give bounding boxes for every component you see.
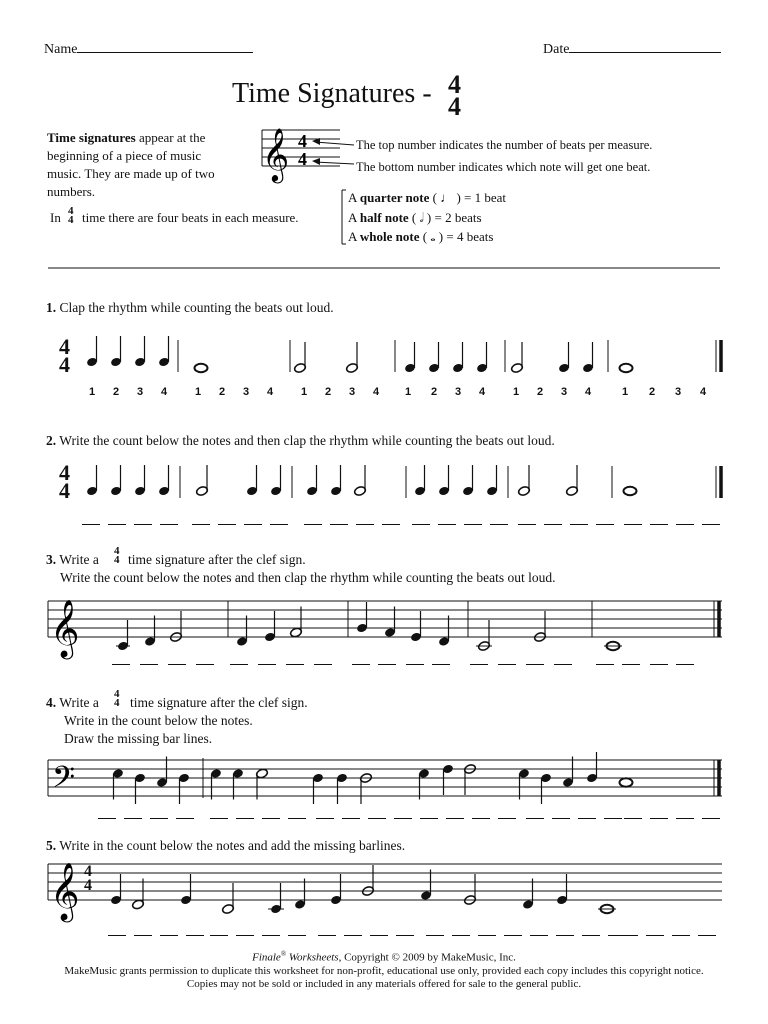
exercise-1-heading: 1. Clap the rhythm while counting the beats out loud. (46, 300, 334, 315)
count-number: 3 (137, 386, 144, 398)
ex5-time-signature: 4 4 (84, 863, 92, 894)
top-number-desc: The top number indicates the number of beats per measure. (356, 138, 653, 152)
treble-clef-icon: 𝄞 (262, 127, 290, 181)
whole-note (620, 364, 633, 372)
count-number: 4 (161, 386, 168, 398)
bottom-number-desc: The bottom number indicates which note will get one beat. (356, 160, 651, 174)
count-number: 4 (267, 386, 274, 398)
exercise-2-heading: 2. Write the count below the notes and then clap the rhythm while counting the beats out loud. (46, 433, 555, 448)
count-number: 1 (622, 386, 629, 398)
date-label: Date (543, 42, 570, 57)
count-number: 3 (675, 386, 682, 398)
treble-clef-icon: 𝄞 (50, 862, 80, 920)
in-44-text: time there are four beats in each measure. (82, 210, 299, 225)
count-number: 2 (219, 386, 226, 398)
whole-note-value: A whole note ( 𝅝 ) = 4 beats (348, 229, 494, 244)
inline-time-signature: 4 4 (68, 205, 74, 226)
page-title: Time Signatures - (232, 78, 432, 109)
exercise-3-text: time signature after the clef sign. (128, 552, 306, 567)
count-number: 2 (431, 386, 438, 398)
title-time-signature: 4 4 (448, 70, 461, 121)
intro-term: Time signatures (47, 130, 136, 145)
exercise-4-text: time signature after the clef sign. (130, 695, 308, 710)
count-number: 1 (89, 386, 96, 398)
intro-paragraph: Time signatures appear at the beginning of a piece of music music. They are made up of two numbers. (47, 130, 215, 199)
top-arrow (315, 142, 354, 145)
count-number: 1 (301, 386, 308, 398)
bottom-arrow (315, 162, 354, 164)
count-number: 2 (537, 386, 544, 398)
count-number: 3 (243, 386, 250, 398)
ex4-inline-ts: 4 4 (114, 688, 120, 709)
bottom-arrow-head (312, 158, 320, 165)
whole-note (195, 364, 208, 372)
quarter-note-value: A quarter note ( ♩ ) = 1 beat (348, 190, 507, 205)
count-number: 3 (455, 386, 462, 398)
in-44-statement: In (50, 210, 61, 225)
count-number: 4 (700, 386, 707, 398)
count-number: 2 (325, 386, 332, 398)
count-number: 1 (195, 386, 202, 398)
count-number: 4 (373, 386, 380, 398)
whole-note (624, 487, 637, 495)
ex3-inline-ts: 4 4 (114, 545, 120, 566)
count-number: 4 (479, 386, 486, 398)
intro-ts-top: 4 (298, 131, 307, 151)
count-number: 2 (649, 386, 656, 398)
treble-clef-icon: 𝄞 (50, 599, 80, 657)
exercise-4-line2: Write in the count below the notes. (64, 713, 253, 728)
whole-note (620, 778, 633, 786)
exercise-3-heading: 3. Write a (46, 552, 99, 567)
bass-clef-icon: 𝄢 (52, 761, 76, 802)
intro-ts-bottom: 4 (298, 149, 307, 169)
count-number: 4 (585, 386, 592, 398)
exercise-4-heading: 4. Write a (46, 695, 99, 710)
half-note-value: A half note ( 𝅗𝅥 ) = 2 beats (348, 210, 482, 225)
exercise-3-line2: Write the count below the notes and then clap the rhythm while counting the beats out loud. (60, 570, 556, 585)
count-number: 1 (405, 386, 412, 398)
count-number: 3 (561, 386, 568, 398)
count-number: 1 (513, 386, 520, 398)
exercise-5-heading: 5. Write in the count below the notes and add the missing barlines. (46, 838, 406, 853)
count-number: 3 (349, 386, 356, 398)
exercise-4-line3: Draw the missing bar lines. (64, 731, 213, 746)
ex1-time-signature: 4 4 (59, 334, 70, 377)
name-label: Name (44, 42, 78, 57)
count-number: 2 (113, 386, 120, 398)
ex2-time-signature: 4 4 (59, 460, 70, 503)
footer: Finale® Worksheets, Copyright © 2009 by MakeMusic, Inc. MakeMusic grants permission to duplicate this worksheet for non-profit, educational use only, provided each copy includes this copyright notice. Copies may not be sold or included in any materials offered for sale to the general public. (64, 950, 704, 990)
